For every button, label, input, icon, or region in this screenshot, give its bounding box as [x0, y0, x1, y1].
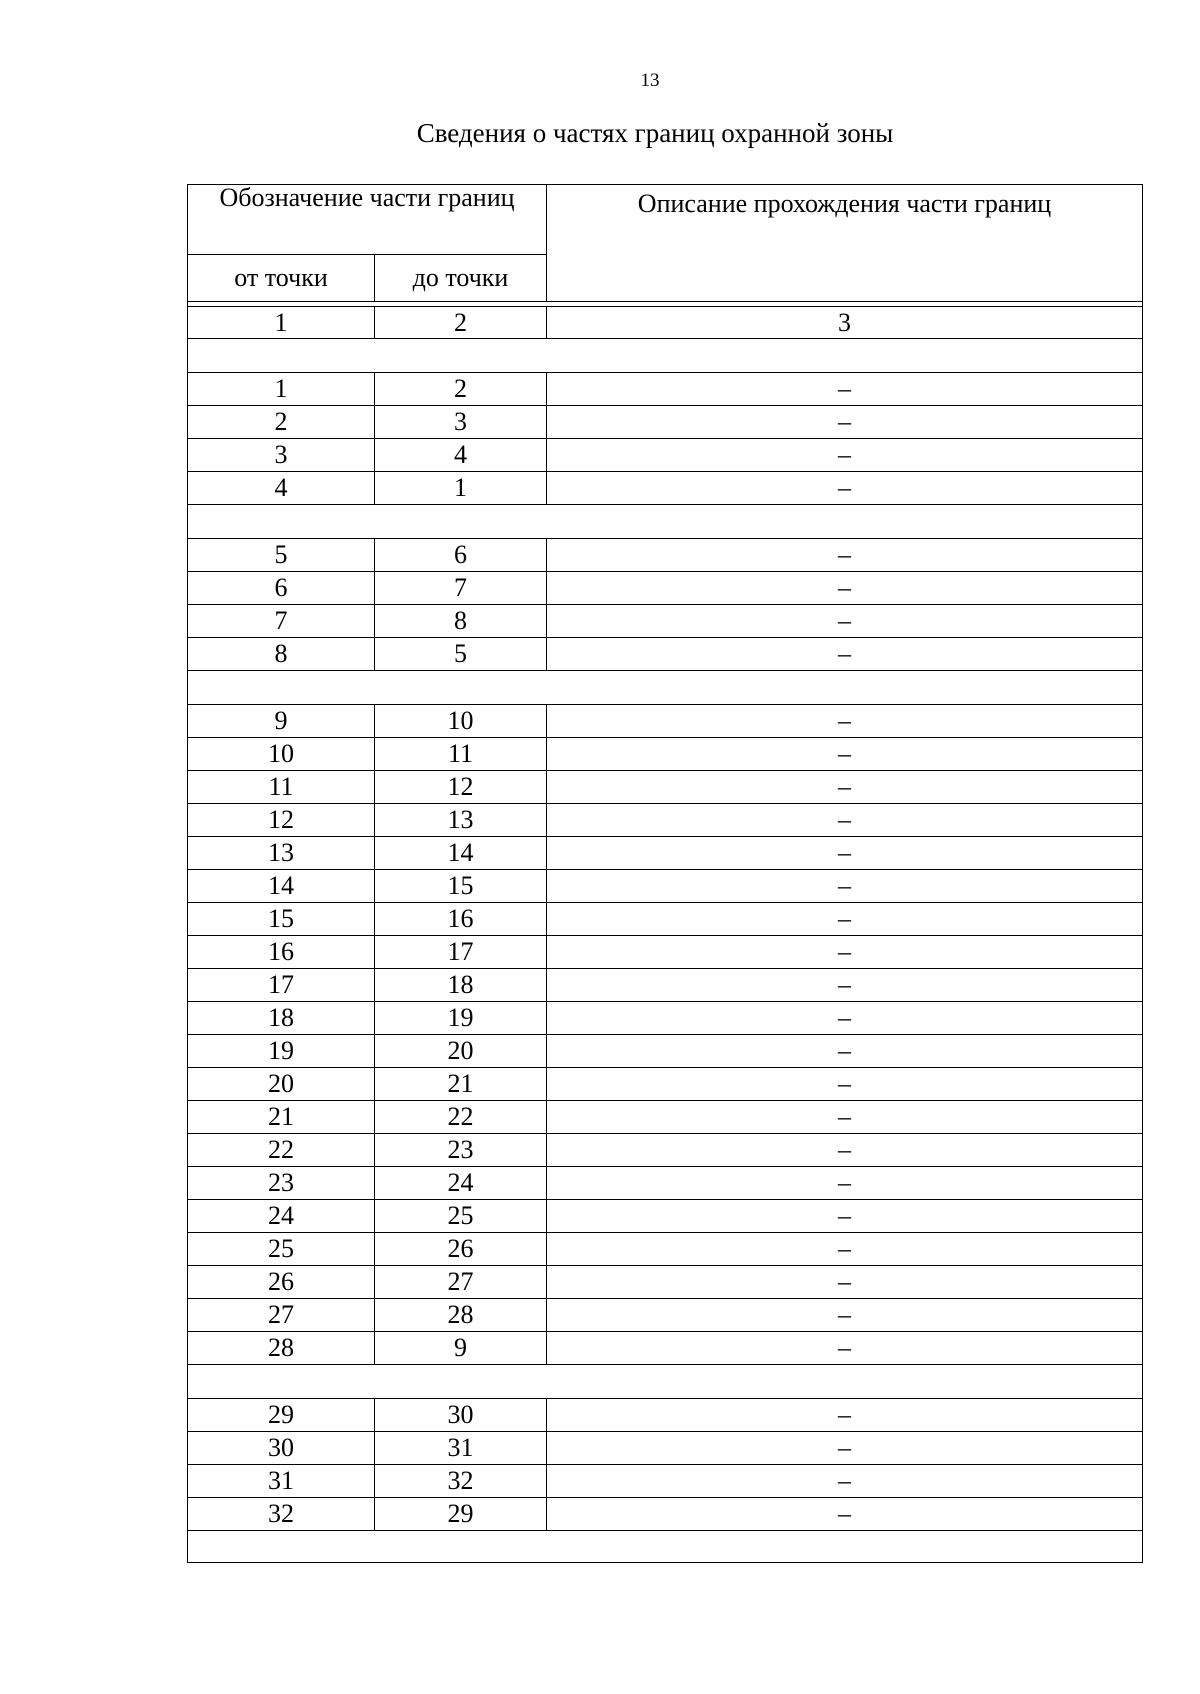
to-point-cell: 11 — [375, 738, 547, 771]
description-cell: – — [547, 1332, 1143, 1365]
table-row — [188, 771, 1143, 804]
from-point-cell: 7 — [188, 605, 375, 638]
column-number-row — [188, 307, 1143, 339]
description-cell: – — [547, 804, 1143, 837]
from-point-cell: 18 — [188, 1002, 375, 1035]
to-point-cell: 4 — [375, 439, 547, 472]
from-point-cell: 14 — [188, 870, 375, 903]
description-cell: – — [547, 837, 1143, 870]
table-row — [188, 1332, 1143, 1365]
from-point-cell: 26 — [188, 1266, 375, 1299]
description-cell: – — [547, 738, 1143, 771]
from-point-cell: 25 — [188, 1233, 375, 1266]
boundary-parts-table — [187, 184, 1143, 1563]
description-cell: – — [547, 1498, 1143, 1531]
table-row — [188, 1134, 1143, 1167]
table-row — [188, 406, 1143, 439]
table-row — [188, 738, 1143, 771]
from-point-cell: 5 — [188, 539, 375, 572]
section-separator-row — [188, 1531, 1143, 1563]
description-cell: – — [547, 705, 1143, 738]
table-row — [188, 1465, 1143, 1498]
to-point-cell: 3 — [375, 406, 547, 439]
to-point-cell: 31 — [375, 1432, 547, 1465]
to-point-cell: 32 — [375, 1465, 547, 1498]
table-row — [188, 605, 1143, 638]
from-point-cell: 8 — [188, 638, 375, 671]
table-row — [188, 1068, 1143, 1101]
to-point-cell: 7 — [375, 572, 547, 605]
to-point-cell: 1 — [375, 472, 547, 505]
table-row — [188, 1266, 1143, 1299]
from-point-cell: 10 — [188, 738, 375, 771]
header-description: Описание прохождения части границ — [547, 185, 1143, 302]
to-point-cell: 14 — [375, 837, 547, 870]
to-point-cell: 9 — [375, 1332, 547, 1365]
section-separator-row — [188, 505, 1143, 539]
from-point-cell: 17 — [188, 969, 375, 1002]
description-cell: – — [547, 903, 1143, 936]
table-row — [188, 870, 1143, 903]
section-separator-row — [188, 671, 1143, 705]
description-cell: – — [547, 969, 1143, 1002]
page-number: 13 — [640, 70, 660, 91]
from-point-cell: 28 — [188, 1332, 375, 1365]
description-cell: – — [547, 936, 1143, 969]
from-point-cell: 32 — [188, 1498, 375, 1531]
description-cell: – — [547, 572, 1143, 605]
description-cell: – — [547, 605, 1143, 638]
table-row — [188, 539, 1143, 572]
table-row — [188, 804, 1143, 837]
description-cell: – — [547, 870, 1143, 903]
from-point-cell: 30 — [188, 1432, 375, 1465]
description-cell: – — [547, 1233, 1143, 1266]
to-point-cell: 18 — [375, 969, 547, 1002]
table-row — [188, 472, 1143, 505]
from-point-cell: 13 — [188, 837, 375, 870]
section-separator-cell — [188, 1365, 1143, 1399]
from-point-cell: 15 — [188, 903, 375, 936]
to-point-cell: 26 — [375, 1233, 547, 1266]
description-cell: – — [547, 1432, 1143, 1465]
table-row — [188, 1035, 1143, 1068]
to-point-cell: 28 — [375, 1299, 547, 1332]
description-cell: – — [547, 1399, 1143, 1432]
description-cell: – — [547, 1200, 1143, 1233]
table-row — [188, 1167, 1143, 1200]
table-row — [188, 936, 1143, 969]
table-row — [188, 1233, 1143, 1266]
table-row — [188, 439, 1143, 472]
table-row — [188, 638, 1143, 671]
from-point-cell: 16 — [188, 936, 375, 969]
to-point-cell: 27 — [375, 1266, 547, 1299]
to-point-cell: 16 — [375, 903, 547, 936]
description-cell: – — [547, 1101, 1143, 1134]
description-cell: – — [547, 771, 1143, 804]
column-number-3: 3 — [547, 307, 1143, 339]
to-point-cell: 17 — [375, 936, 547, 969]
to-point-cell: 23 — [375, 1134, 547, 1167]
table-row — [188, 373, 1143, 406]
table-row — [188, 572, 1143, 605]
description-cell: – — [547, 1134, 1143, 1167]
to-point-cell: 12 — [375, 771, 547, 804]
section-separator-cell — [188, 505, 1143, 539]
from-point-cell: 21 — [188, 1101, 375, 1134]
table-row — [188, 837, 1143, 870]
section-separator-row — [188, 339, 1143, 373]
to-point-cell: 15 — [375, 870, 547, 903]
table-body — [188, 185, 1143, 1563]
to-point-cell: 8 — [375, 605, 547, 638]
from-point-cell: 4 — [188, 472, 375, 505]
description-cell: – — [547, 373, 1143, 406]
to-point-cell: 13 — [375, 804, 547, 837]
to-point-cell: 6 — [375, 539, 547, 572]
to-point-cell: 20 — [375, 1035, 547, 1068]
description-cell: – — [547, 439, 1143, 472]
header-to-point: до точки — [375, 255, 547, 302]
from-point-cell: 12 — [188, 804, 375, 837]
to-point-cell: 22 — [375, 1101, 547, 1134]
to-point-cell: 25 — [375, 1200, 547, 1233]
description-cell: – — [547, 1266, 1143, 1299]
from-point-cell: 19 — [188, 1035, 375, 1068]
description-cell: – — [547, 1167, 1143, 1200]
description-cell: – — [547, 1002, 1143, 1035]
column-number-2: 2 — [375, 307, 547, 339]
from-point-cell: 24 — [188, 1200, 375, 1233]
header-from-point: от точки — [188, 255, 375, 302]
table-row — [188, 1200, 1143, 1233]
from-point-cell: 9 — [188, 705, 375, 738]
from-point-cell: 3 — [188, 439, 375, 472]
description-cell: – — [547, 638, 1143, 671]
section-separator-cell — [188, 1531, 1143, 1563]
description-cell: – — [547, 539, 1143, 572]
table-row — [188, 1101, 1143, 1134]
description-cell: – — [547, 472, 1143, 505]
to-point-cell: 2 — [375, 373, 547, 406]
from-point-cell: 29 — [188, 1399, 375, 1432]
description-cell: – — [547, 406, 1143, 439]
description-cell: – — [547, 1465, 1143, 1498]
header-row — [188, 185, 1143, 255]
from-point-cell: 6 — [188, 572, 375, 605]
description-cell: – — [547, 1068, 1143, 1101]
table-row — [188, 903, 1143, 936]
from-point-cell: 27 — [188, 1299, 375, 1332]
from-point-cell: 20 — [188, 1068, 375, 1101]
to-point-cell: 10 — [375, 705, 547, 738]
description-cell: – — [547, 1299, 1143, 1332]
to-point-cell: 5 — [375, 638, 547, 671]
table-row — [188, 1399, 1143, 1432]
from-point-cell: 11 — [188, 771, 375, 804]
to-point-cell: 19 — [375, 1002, 547, 1035]
table-row — [188, 969, 1143, 1002]
table-row — [188, 705, 1143, 738]
header-boundary-designation: Обозначение части границ — [188, 185, 547, 255]
section-separator-cell — [188, 671, 1143, 705]
to-point-cell: 30 — [375, 1399, 547, 1432]
table-row — [188, 1432, 1143, 1465]
from-point-cell: 23 — [188, 1167, 375, 1200]
from-point-cell: 2 — [188, 406, 375, 439]
table-row — [188, 1299, 1143, 1332]
table-row — [188, 1002, 1143, 1035]
from-point-cell: 22 — [188, 1134, 375, 1167]
from-point-cell: 1 — [188, 373, 375, 406]
section-separator-cell — [188, 339, 1143, 373]
to-point-cell: 21 — [375, 1068, 547, 1101]
table-row — [188, 1498, 1143, 1531]
section-separator-row — [188, 1365, 1143, 1399]
column-number-1: 1 — [188, 307, 375, 339]
to-point-cell: 24 — [375, 1167, 547, 1200]
to-point-cell: 29 — [375, 1498, 547, 1531]
description-cell: – — [547, 1035, 1143, 1068]
from-point-cell: 31 — [188, 1465, 375, 1498]
document-title: Сведения о частях границ охранной зоны — [416, 118, 894, 148]
